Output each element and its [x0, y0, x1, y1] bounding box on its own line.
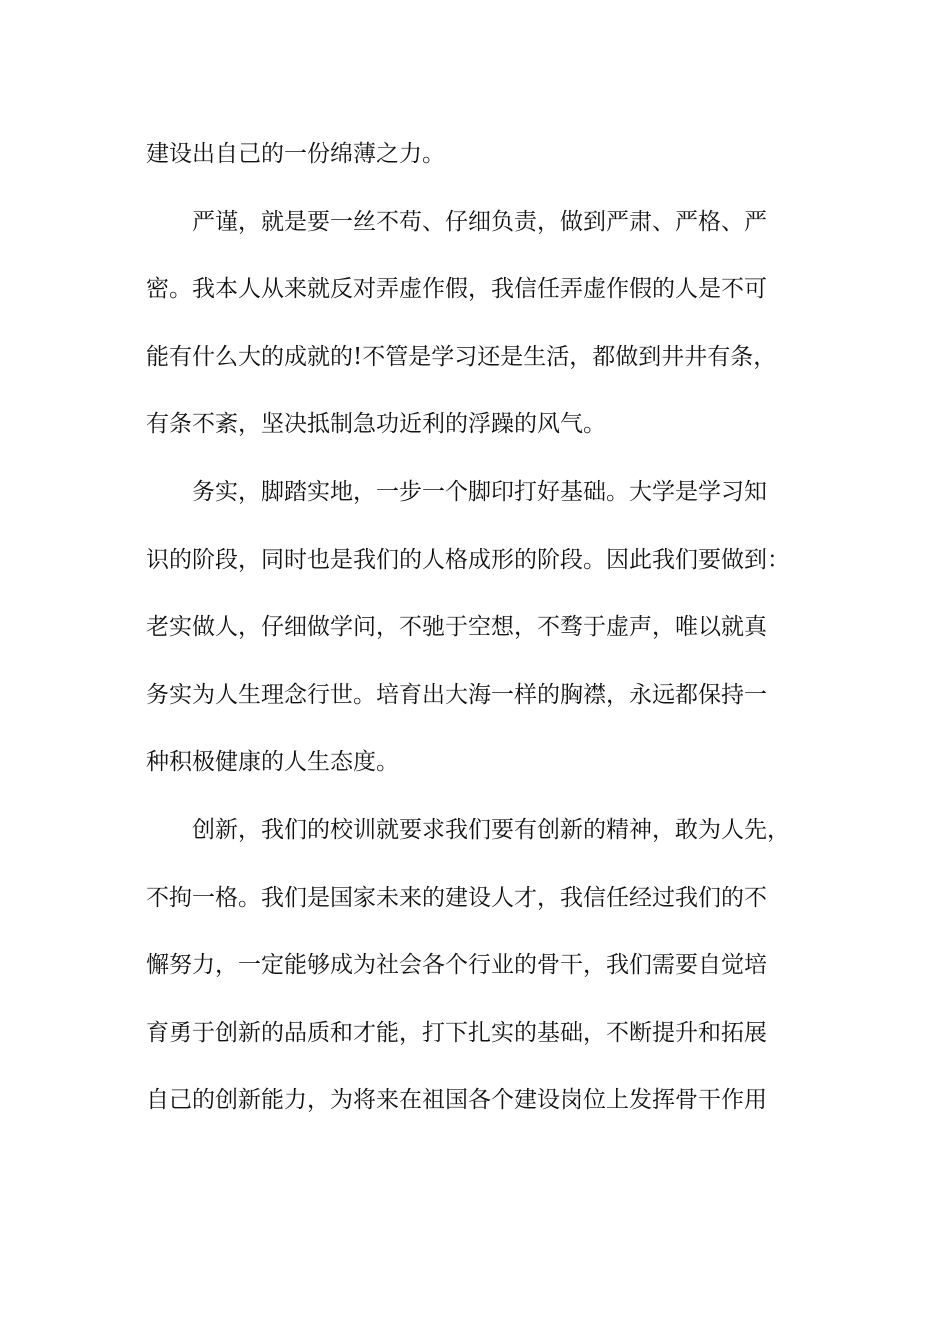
- text-line: 建设出自己的一份绵薄之力。: [146, 141, 445, 167]
- paragraph-start-line: 严谨，就是要一丝不苟、仔细负责，做到严肃、严格、严: [192, 208, 767, 235]
- text-line: 育勇于创新的品质和才能，打下扎实的基础，不断提升和拓展: [146, 1019, 767, 1046]
- text-line: 务实为人生理念行世。培育出大海一样的胸襟，永远都保持一: [146, 681, 767, 708]
- text-line: 老实做人，仔细做学问，不驰于空想，不骛于虚声，唯以就真: [146, 614, 767, 641]
- text-line: 种积极健康的人生态度。: [146, 749, 399, 776]
- paragraph-start-line: 创新，我们的校训就要求我们要有创新的精神，敢为人先，: [192, 816, 790, 843]
- text-line: 密。我本人从来就反对弄虚作假，我信任弄虚作假的人是不可: [146, 276, 767, 303]
- text-line: 能有什么大的成就的!不管是学习还是生活，都做到井井有条，: [146, 343, 777, 370]
- text-line: 识的阶段，同时也是我们的人格成形的阶段。因此我们要做到：: [146, 546, 790, 573]
- text-line: 不拘一格。我们是国家未来的建设人才，我信任经过我们的不: [146, 884, 767, 911]
- text-line: 自己的创新能力，为将来在祖国各个建设岗位上发挥骨干作用: [146, 1087, 767, 1114]
- paragraph-start-line: 务实，脚踏实地，一步一个脚印打好基础。大学是学习知: [192, 478, 767, 505]
- body-text: [146, 126, 826, 1140]
- text-line: 懈努力，一定能够成为社会各个行业的骨干，我们需要自觉培: [146, 952, 767, 979]
- text-line: 有条不紊，坚决抵制急功近利的浮躁的风气。: [146, 411, 606, 438]
